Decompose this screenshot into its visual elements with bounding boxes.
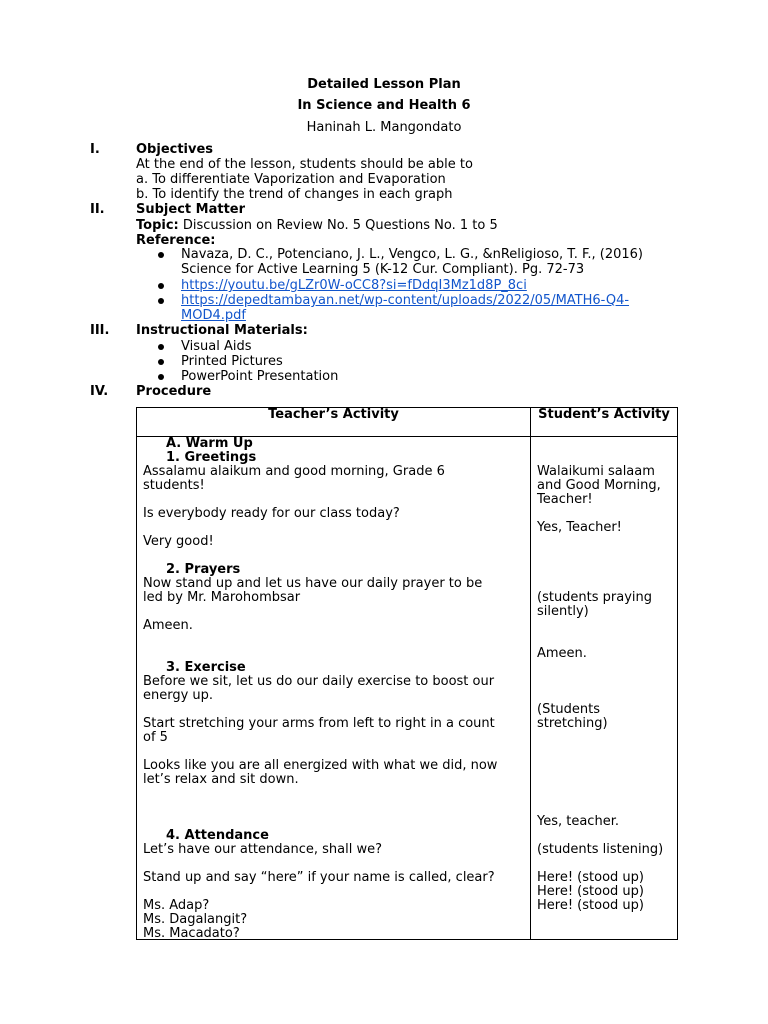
student-ameen: Ameen.	[537, 646, 587, 661]
student-listening: (students listening)	[537, 842, 664, 857]
student-greeting-reply: Walaikumi salaam and Good Morning, Teacher!	[537, 464, 661, 507]
table-row	[137, 437, 678, 940]
reference-text: Navaza, D. C., Potenciano, J. L., Vengco, L. G., &nReligioso, T. F., (2016)	[181, 247, 643, 262]
objective-item: a. To differentiate Vaporization and Evaporation	[136, 172, 446, 187]
teacher-standup-instruction: Stand up and say “here” if your name is called, clear?	[143, 870, 495, 885]
teacher-prayer-instruction: Now stand up and let us have our daily prayer to be led by Mr. Marohombsar	[143, 576, 483, 605]
teacher-name-call: Ms. Adap? Ms. Dagalangit? Ms. Macadato?	[143, 898, 248, 941]
section-title-subject-matter: Subject Matter	[136, 202, 246, 217]
section-title-objectives: Objectives	[136, 142, 214, 157]
column-header-student: Student’s Activity	[531, 408, 678, 437]
reference-text: Science for Active Learning 5 (K-12 Cur. Compliant). Pg. 72-73	[181, 262, 585, 277]
procedure-table	[136, 407, 678, 940]
section-title-materials: Instructional Materials:	[136, 323, 308, 338]
student-yes-teacher: Yes, Teacher!	[537, 520, 622, 535]
material-item: PowerPoint Presentation	[181, 369, 339, 384]
topic-line	[136, 218, 498, 233]
exercise-heading: 3. Exercise	[166, 660, 246, 675]
bullet-icon	[158, 374, 164, 380]
teacher-activity-cell	[137, 437, 531, 940]
greetings-heading: 1. Greetings	[166, 450, 257, 465]
bullet-icon	[158, 344, 164, 350]
teacher-greeting: Assalamu alaikum and good morning, Grade 6 students!	[143, 464, 445, 493]
attendance-heading: 4. Attendance	[166, 828, 269, 843]
table-header-row	[137, 408, 678, 437]
student-activity-cell	[531, 437, 678, 940]
section-number-subject-matter: II.	[90, 202, 105, 217]
section-number-procedure: IV.	[90, 384, 109, 399]
topic-text: Discussion on Review No. 5 Questions No. 1 to 5	[182, 218, 498, 233]
topic-label: Topic:	[136, 218, 179, 233]
student-yes-teacher-2: Yes, teacher.	[537, 814, 619, 829]
deped-link-continued[interactable]: MOD4.pdf	[181, 308, 246, 323]
teacher-attendance-line: Let’s have our attendance, shall we?	[143, 842, 382, 857]
section-title-procedure: Procedure	[136, 384, 212, 399]
section-number-materials: III.	[90, 323, 110, 338]
warmup-heading: A. Warm Up	[166, 436, 253, 451]
prayers-heading: 2. Prayers	[166, 562, 241, 577]
section-number-objectives: I.	[90, 142, 100, 157]
column-header-teacher: Teacher’s Activity	[137, 408, 531, 437]
reference-label: Reference:	[136, 233, 216, 248]
document-title: Detailed Lesson Plan	[307, 77, 461, 92]
objectives-intro: At the end of the lesson, students should be able to	[136, 157, 473, 172]
author-name: Haninah L. Mangondato	[306, 120, 462, 135]
teacher-energized: Looks like you are all energized with what we did, now let’s relax and sit down.	[143, 758, 498, 787]
student-stretching: (Students stretching)	[537, 702, 608, 731]
material-item: Printed Pictures	[181, 354, 283, 369]
objective-item: b. To identify the trend of changes in each graph	[136, 187, 453, 202]
document-subtitle: In Science and Health 6	[297, 98, 471, 113]
bullet-icon	[158, 298, 164, 304]
deped-link[interactable]: https://depedtambayan.net/wp-content/uploads/2022/05/MATH6-Q4-	[181, 293, 630, 308]
teacher-stretch-instruction: Start stretching your arms from left to right in a count of 5	[143, 716, 495, 745]
bullet-icon	[158, 252, 164, 258]
teacher-ready-question: Is everybody ready for our class today?	[143, 506, 400, 521]
teacher-very-good: Very good!	[143, 534, 214, 549]
bullet-icon	[158, 283, 164, 289]
youtube-link[interactable]: https://youtu.be/gLZr0W-oCC8?si=fDdqI3Mz1d8P_8ci	[181, 278, 527, 293]
teacher-ameen: Ameen.	[143, 618, 193, 633]
student-praying: (students praying silently)	[537, 590, 653, 619]
student-here-replies: Here! (stood up) Here! (stood up) Here! (stood up)	[537, 870, 644, 913]
bullet-icon	[158, 359, 164, 365]
teacher-exercise-instruction: Before we sit, let us do our daily exercise to boost our energy up.	[143, 674, 495, 703]
material-item: Visual Aids	[181, 339, 252, 354]
